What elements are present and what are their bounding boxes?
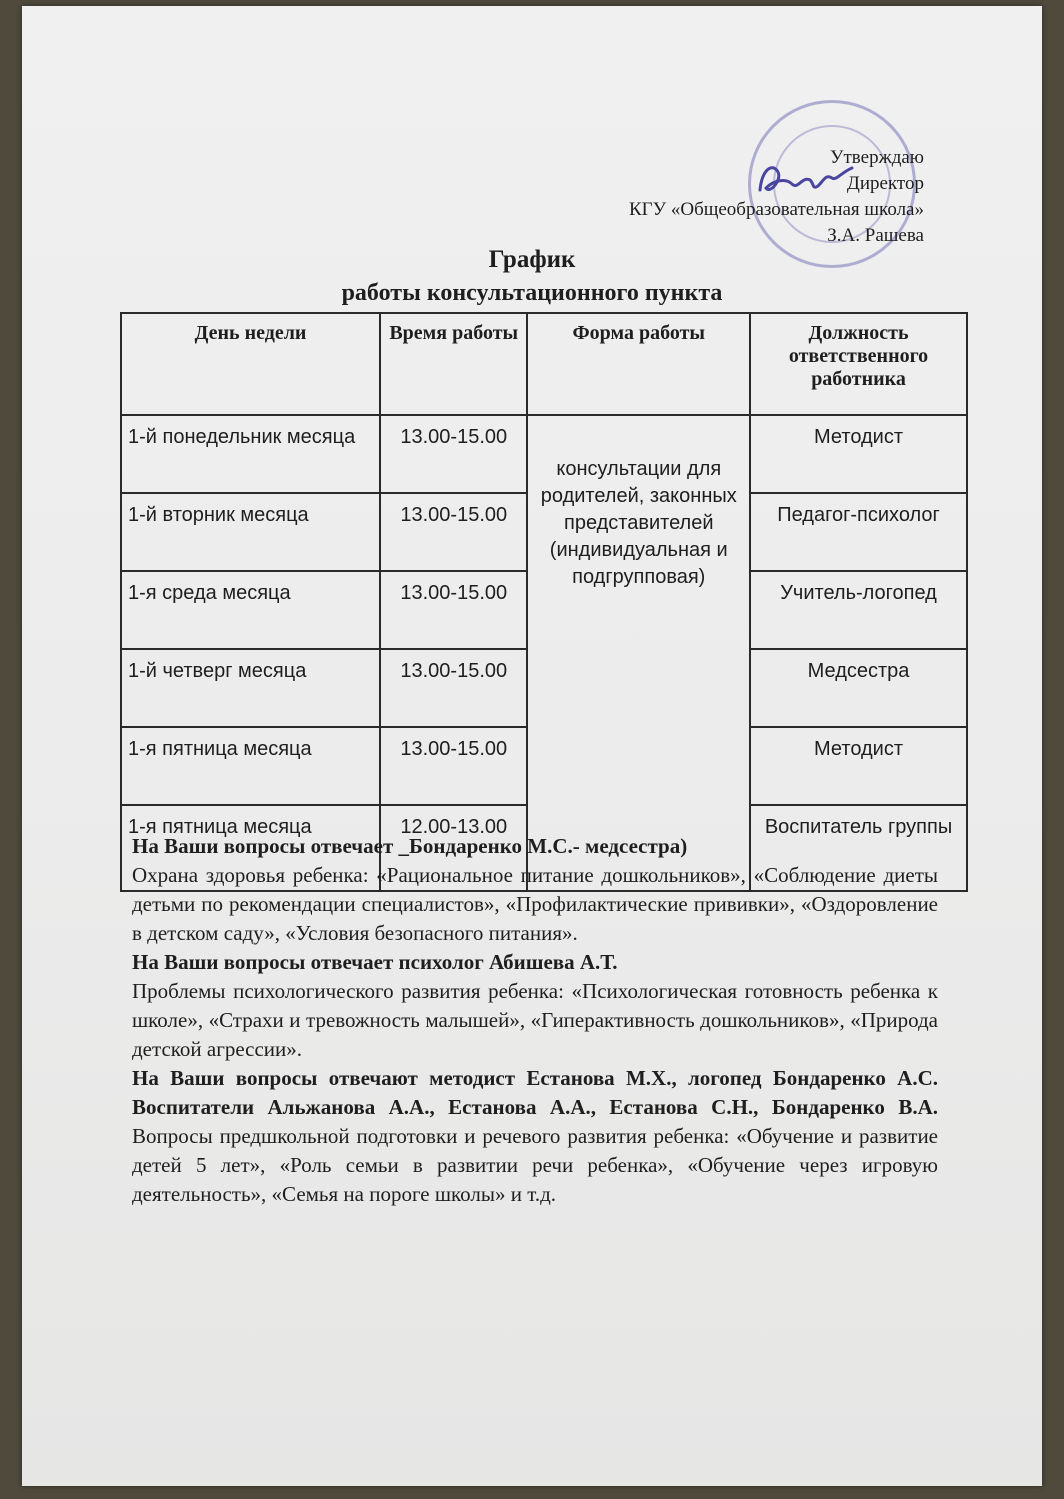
section-body: Вопросы предшкольной подготовки и речевого развития ребенка: «Обучение и развитие детей 5 лет», «Роль семьи в развитии речи ребенка», «Обучение через игровую деятельность», «Семья на пороге школы» и т.д. bbox=[132, 1124, 938, 1206]
cell-time: 13.00-15.00 bbox=[380, 493, 527, 571]
document-subtitle: работы консультационного пункта bbox=[341, 280, 723, 306]
cell-day: 1-я пятница месяца bbox=[121, 727, 380, 805]
cell-time: 12.00-13.00 bbox=[380, 805, 527, 891]
header-day: День недели bbox=[121, 313, 380, 415]
table-row bbox=[121, 415, 967, 493]
section-body: Проблемы психологического развития ребенка: «Психологическая готовность ребенка к школе», «Страхи и тревожность малышей», «Гиперактивность дошкольников», «Природа детской агрессии». bbox=[132, 979, 938, 1061]
document-title: График bbox=[488, 246, 576, 273]
section-2 bbox=[132, 948, 938, 1064]
approval-line-3: КГУ «Общеобразовательная школа» bbox=[628, 199, 924, 220]
section-3 bbox=[132, 1064, 938, 1209]
header-time: Время работы bbox=[380, 313, 527, 415]
consultation-info bbox=[132, 832, 938, 1209]
cell-position: Педагог-психолог bbox=[750, 493, 967, 571]
header-position: Должность ответственного работника bbox=[750, 313, 967, 415]
cell-day: 1-й четверг месяца bbox=[121, 649, 380, 727]
cell-day: 1-я пятница месяца bbox=[121, 805, 380, 891]
cell-time: 13.00-15.00 bbox=[380, 415, 527, 493]
cell-time: 13.00-15.00 bbox=[380, 727, 527, 805]
schedule-table bbox=[120, 312, 968, 892]
cell-position: Медсестра bbox=[750, 649, 967, 727]
cell-time: 13.00-15.00 bbox=[380, 649, 527, 727]
cell-position: Методист bbox=[750, 415, 967, 493]
cell-time: 13.00-15.00 bbox=[380, 571, 527, 649]
approval-block bbox=[629, 145, 924, 249]
approval-line-2: Директор bbox=[846, 173, 924, 194]
cell-position: Воспитатель группы bbox=[750, 805, 967, 891]
header-form: Форма работы bbox=[527, 313, 750, 415]
table-header-row bbox=[121, 313, 967, 415]
section-heading: На Ваши вопросы отвечают методист Естанова М.Х., логопед Бондаренко А.С. Воспитатели Альжанова А.А., Естанова А.А., Естанова С.Н., Бондаренко В.А. bbox=[132, 1066, 938, 1119]
approval-line-4: З.А. Рашева bbox=[827, 225, 924, 246]
cell-position: Методист bbox=[750, 727, 967, 805]
cell-day: 1-й вторник месяца bbox=[121, 493, 380, 571]
approval-line-1: Утверждаю bbox=[830, 147, 924, 168]
cell-position: Учитель-логопед bbox=[750, 571, 967, 649]
cell-day: 1-й понедельник месяца bbox=[121, 415, 380, 493]
cell-form: консультации для родителей, законных представителей (индивидуальная и подгрупповая) bbox=[527, 415, 750, 891]
section-heading: На Ваши вопросы отвечает психолог Абишева А.Т. bbox=[132, 950, 618, 974]
cell-day: 1-я среда месяца bbox=[121, 571, 380, 649]
section-body: Охрана здоровья ребенка: «Рациональное питание дошкольников», «Соблюдение диеты детьми по рекомендации специалистов», «Профилактические прививки», «Оздоровление в детском саду», «Условия безопасного питания». bbox=[132, 863, 938, 945]
section-1 bbox=[132, 832, 938, 948]
section-heading: На Ваши вопросы отвечает _Бондаренко М.С.- медсестра) bbox=[132, 834, 688, 858]
